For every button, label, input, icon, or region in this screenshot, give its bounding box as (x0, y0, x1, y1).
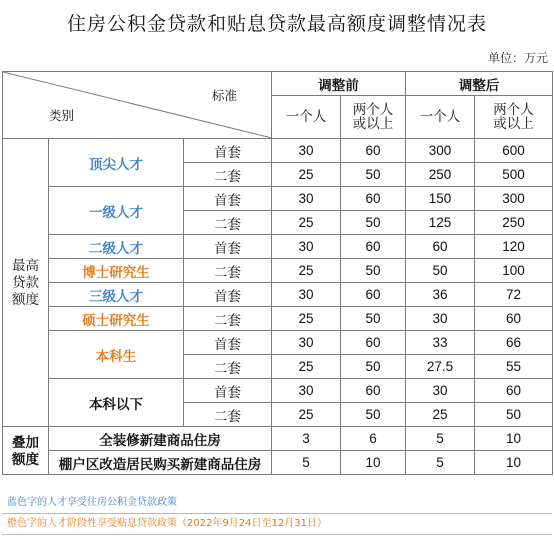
notes (2, 493, 552, 535)
suite-type: 首套 (184, 379, 272, 403)
value-before-one: 30 (272, 379, 341, 403)
suite-type: 二套 (184, 211, 272, 235)
quota-table (2, 71, 553, 475)
value-after-one: 36 (406, 283, 475, 307)
value-before-one: 30 (272, 187, 341, 211)
unit-label: 单位：万元 (487, 51, 548, 65)
after-header: 调整后 (406, 72, 553, 96)
category-level3: 三级人才 (49, 283, 184, 307)
value-before-two: 50 (341, 211, 406, 235)
value-after-one: 30 (406, 307, 475, 331)
value-after-one: 5 (406, 451, 475, 475)
value-after-one: 150 (406, 187, 475, 211)
suite-type: 首套 (184, 187, 272, 211)
value-before-two: 50 (341, 307, 406, 331)
suite-type: 首套 (184, 139, 272, 163)
value-before-one: 5 (272, 451, 341, 475)
value-before-two: 60 (341, 283, 406, 307)
value-after-two: 600 (475, 139, 553, 163)
section-label-max-loan: 最高 贷款 额度 (3, 139, 49, 427)
value-after-two: 250 (475, 211, 553, 235)
table-row (3, 235, 553, 259)
suite-type: 首套 (184, 331, 272, 355)
table-row (3, 427, 553, 451)
supplement-label-full-decoration: 全装修新建商品住房 (49, 427, 272, 451)
value-after-one: 250 (406, 163, 475, 187)
value-after-two: 500 (475, 163, 553, 187)
value-after-two: 60 (475, 307, 553, 331)
suite-type: 首套 (184, 283, 272, 307)
value-before-two: 50 (341, 259, 406, 283)
value-before-two: 60 (341, 331, 406, 355)
value-after-one: 25 (406, 403, 475, 427)
value-before-two: 60 (341, 139, 406, 163)
table-row (3, 139, 553, 163)
supplement-label-shantytown: 棚户区改造居民购买新建商品住房 (49, 451, 272, 475)
suite-type: 首套 (184, 235, 272, 259)
value-before-one: 25 (272, 211, 341, 235)
value-before-two: 50 (341, 403, 406, 427)
section-label-supplement: 叠加 额度 (3, 427, 49, 475)
value-before-one: 30 (272, 235, 341, 259)
value-after-one: 33 (406, 331, 475, 355)
standard-header: 标准 (212, 88, 238, 103)
value-after-two: 72 (475, 283, 553, 307)
value-before-one: 25 (272, 307, 341, 331)
value-after-one: 125 (406, 211, 475, 235)
value-before-one: 25 (272, 355, 341, 379)
table-row (3, 307, 553, 331)
page-title: 住房公积金贷款和贴息贷款最高额度调整情况表 (66, 12, 487, 35)
value-after-one: 5 (406, 427, 475, 451)
after-one-person: 一个人 (406, 96, 475, 139)
before-header: 调整前 (272, 72, 406, 96)
before-two-or-more: 两个人 或以上 (341, 96, 406, 139)
value-after-two: 300 (475, 187, 553, 211)
value-before-two: 6 (341, 427, 406, 451)
table-row (3, 451, 553, 475)
category-top-talent: 顶尖人才 (49, 139, 184, 187)
value-after-two: 120 (475, 235, 553, 259)
value-after-one: 27.5 (406, 355, 475, 379)
value-before-two: 50 (341, 163, 406, 187)
value-before-two: 60 (341, 379, 406, 403)
table-row (3, 331, 553, 355)
value-before-one: 25 (272, 163, 341, 187)
value-after-two: 66 (475, 331, 553, 355)
category-phd: 博士研究生 (49, 259, 184, 283)
suite-type: 二套 (184, 403, 272, 427)
value-before-two: 50 (341, 355, 406, 379)
value-after-two: 55 (475, 355, 553, 379)
note-blue: 蓝色字的人才享受住房公积金贷款政策 (2, 493, 552, 514)
diagonal-header-cell (3, 72, 272, 139)
value-before-one: 25 (272, 259, 341, 283)
category-below-bachelor: 本科以下 (49, 379, 184, 427)
note-orange: 橙色字的人才阶段性享受贴息贷款政策（2022年9月24日至12月31日） (2, 514, 552, 535)
value-before-two: 10 (341, 451, 406, 475)
category-bachelor: 本科生 (49, 331, 184, 379)
value-before-one: 3 (272, 427, 341, 451)
value-before-one: 25 (272, 403, 341, 427)
value-before-two: 60 (341, 235, 406, 259)
suite-type: 二套 (184, 163, 272, 187)
suite-type: 二套 (184, 259, 272, 283)
value-before-two: 60 (341, 187, 406, 211)
table-row (3, 283, 553, 307)
suite-type: 二套 (184, 355, 272, 379)
value-after-one: 60 (406, 235, 475, 259)
table-row (3, 259, 553, 283)
value-after-two: 100 (475, 259, 553, 283)
header-row-1 (3, 72, 553, 96)
value-after-one: 50 (406, 259, 475, 283)
category-level2: 二级人才 (49, 235, 184, 259)
value-after-one: 30 (406, 379, 475, 403)
value-after-one: 300 (406, 139, 475, 163)
value-after-two: 50 (475, 403, 553, 427)
category-header: 类别 (49, 108, 75, 123)
value-before-one: 30 (272, 331, 341, 355)
table-row (3, 379, 553, 403)
table-row (3, 187, 553, 211)
value-after-two: 60 (475, 379, 553, 403)
category-master: 硕士研究生 (49, 307, 184, 331)
value-before-one: 30 (272, 139, 341, 163)
value-before-one: 30 (272, 283, 341, 307)
diagonal-line (3, 72, 272, 138)
suite-type: 二套 (184, 307, 272, 331)
category-level1: 一级人才 (49, 187, 184, 235)
value-after-two: 10 (475, 451, 553, 475)
value-after-two: 10 (475, 427, 553, 451)
after-two-or-more: 两个人 或以上 (475, 96, 553, 139)
before-one-person: 一个人 (272, 96, 341, 139)
